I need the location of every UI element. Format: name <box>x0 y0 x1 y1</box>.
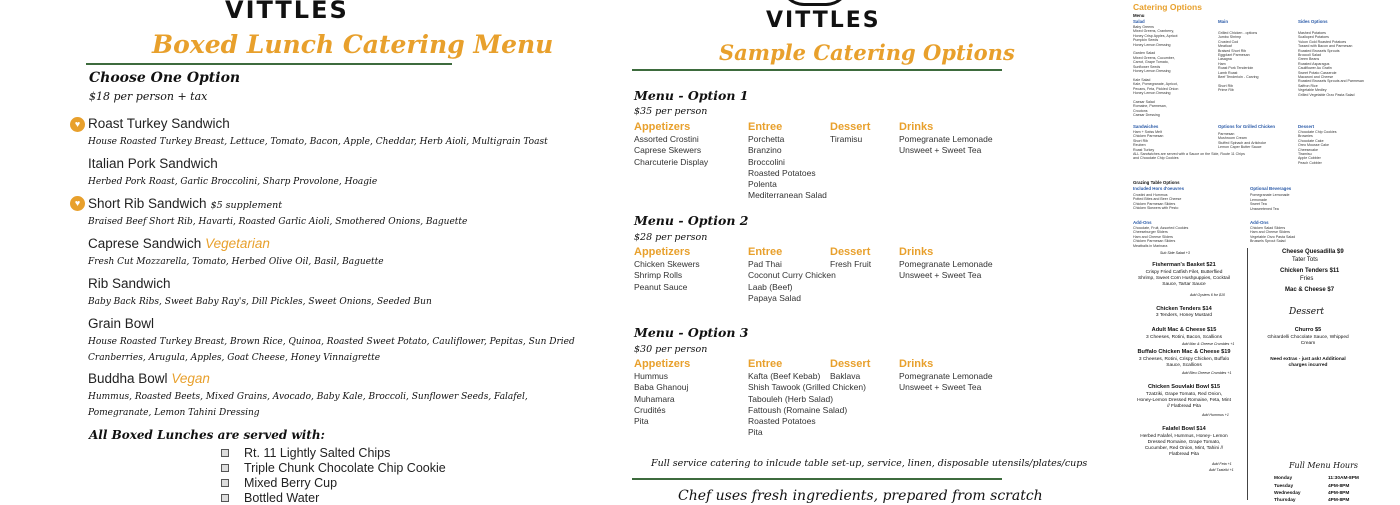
item-name: Grain Bowl <box>88 316 155 331</box>
checkbox-icon <box>221 449 229 457</box>
column-divider <box>1247 248 1248 500</box>
menu-item <box>88 156 588 190</box>
grazing-label: Grazing Table Options <box>1133 180 1180 185</box>
entree-column: Entree Kafta (Beef Kebab) Shish Tawook (Grilled Chicken) Tabouleh (Herb Salad) Fattoush (Romaine Salad) Roasted Potatoes Pita <box>748 358 866 438</box>
drinks-column: Drinks Pomegranate Lemonade Unsweet + Sweet Tea <box>899 246 993 281</box>
hours-row: Tuesday 4PM-8PM <box>1274 484 1350 489</box>
adult-mac-cheese: Adult Mac & Cheese $15 <box>1151 327 1217 333</box>
item-name: Rib Sandwich <box>88 276 171 291</box>
mac-addon: Add Mac & Cheese Crumbles +1 <box>1182 342 1235 346</box>
boxed-lunch-menu <box>0 0 600 505</box>
grazing-list: Crostini and Hummus Potted Bites and Beer Cheese Chicken Parmesan Sliders Chicken Skewers with Pesto <box>1133 193 1182 211</box>
chicken-tenders-desc: 3 Tenders, Honey Mustard <box>1155 313 1213 318</box>
adult-mac-desc: 3 Cheeses, Rotini, Bacon, Scallions <box>1146 335 1222 340</box>
entree-column: Entree Porchetta Branzino Broccolini Roasted Potatoes Polenta Mediterranean Salad <box>748 121 827 201</box>
option-price: $28 per person <box>634 232 708 243</box>
item-description: Herbed Pork Roast, Garlic Broccolini, Sharp Provolone, Hoagie <box>88 177 378 187</box>
chef-note: Chef uses fresh ingredients, prepared from scratch <box>678 488 1043 504</box>
full-menu-hours: Full Menu Hours <box>1289 461 1359 470</box>
hours-row: Thursday 4PM-8PM <box>1274 498 1350 503</box>
option-price: $30 per person <box>634 344 708 355</box>
addons2-list: Chicken Salad Sliders Ham and Cheese Sliders Vegetable Orzo Pasta Salad Brussels Sprout Salad <box>1250 226 1296 244</box>
fries: Fries <box>1300 276 1314 282</box>
catering-options-title: Catering Options <box>1133 2 1202 12</box>
dessert-list: Chocolate Chip Cookies Brownies Chocolate Cake Oreo Mousse Cake Cheesecake Tiramisu Apple Cobbler Peach Cobbler <box>1298 130 1337 165</box>
appetizers-column: Appetizers Chicken Skewers Shrimp Rolls Peanut Sauce <box>634 246 700 292</box>
item-name: Short Rib Sandwich <box>88 196 207 211</box>
vittles-logo: VITTLES <box>766 8 881 33</box>
item-description: House Roasted Turkey Breast, Lettuce, Tomato, Bacon, Apple, Cheddar, Herb Aioli, Multigrain Toast <box>88 137 548 147</box>
choose-one-heading: Choose One Option <box>89 70 241 86</box>
served-with-heading: All Boxed Lunches are served with: <box>89 428 325 442</box>
item-name: Italian Pork Sandwich <box>88 156 218 171</box>
churro: Churro $5 <box>1294 327 1322 333</box>
souvlaki-addon: Add Hummus +1 <box>1202 413 1229 417</box>
checkbox-icon <box>221 494 229 502</box>
heart-icon: ♥ <box>70 117 85 132</box>
drinks-column: Drinks Pomegranate Lemonade Unsweet + Sweet Tea <box>899 358 993 393</box>
item-description: Fresh Cut Mozzarella, Tomato, Herbed Olive Oil, Basil, Baguette <box>88 257 384 267</box>
dessert-label: Dessert <box>1298 124 1315 129</box>
salad-label: Salad <box>1133 19 1145 24</box>
dessert-column: Dessert Tiramisu <box>830 121 871 144</box>
cheese-quesadilla: Cheese Quesadilla $9 <box>1282 249 1344 255</box>
buffalo-mac-desc: 3 Cheeses, Rotini, Crispy Chicken, Buffalo Sauce, Scallions <box>1138 357 1230 368</box>
vittles-logo: VITTLES <box>225 0 349 24</box>
checkbox-icon <box>221 464 229 472</box>
catering-options-sheet <box>1124 0 1400 503</box>
beverages-label: Optional Beverages <box>1250 186 1292 191</box>
beverages-sub: Pomegranate Lemonade <box>1250 193 1290 197</box>
item-name: Roast Turkey Sandwich <box>88 116 230 131</box>
fishermans-addon: Add Oysters 6 for $10 <box>1190 293 1225 297</box>
sides-label: Sides Options <box>1298 19 1328 24</box>
option-title: Menu - Option 2 <box>634 213 749 228</box>
addons-label: Add-Ons <box>1133 220 1152 225</box>
chicken-tenders-11: Chicken Tenders $11 <box>1280 268 1340 274</box>
vegan-tag: Vegan <box>171 371 210 386</box>
item-description: Hummus, Roasted Beets, Mixed Grains, Avocado, Baby Kale, Broccoli, Sunflower Seeds, Falafel, Pomegranate, Lemon Tahini Dressing <box>88 392 528 418</box>
falafel-addon-feta: Add Feta +1 <box>1212 462 1232 466</box>
heart-icon: ♥ <box>70 196 85 211</box>
fishermans-desc: Crispy Fried Catfish Filet, Butterflied Shrimp, Sweet Corn Hushpuppies, Cocktail Sauce, Tartar Sauce <box>1138 270 1230 287</box>
falafel-addon-tzatziki: Add Tzatziki +1 <box>1209 468 1234 472</box>
sandwiches-list: Ham + Swiss Melt Chicken Parmesan Short Rib Reuben Roast Turkey ALL Sandwiches are served with a Sauce on the Side, Route 11 Chips and Chocolate Chip Cookies <box>1133 130 1245 161</box>
chicken-tenders-14: Chicken Tenders $14 <box>1156 306 1212 312</box>
dessert-column: Dessert Baklava <box>830 358 871 381</box>
hours-row: Wednesday 4PM-8PM <box>1274 491 1350 496</box>
souvlaki-bowl: Chicken Souvlaki Bowl $15 <box>1147 384 1221 390</box>
menu-item <box>88 276 588 310</box>
dessert-column: Dessert Fresh Fruit <box>830 246 872 269</box>
title-divider <box>86 63 452 65</box>
menu-label: Menu <box>1133 13 1145 18</box>
item-description: Baby Back Ribs, Sweet Baby Ray's, Dill Pickles, Sweet Onions, Seeded Bun <box>88 297 432 307</box>
churro-desc: Ghirardelli Chocolate Sauce, Whipped Cream <box>1267 335 1349 346</box>
menu-item <box>88 371 588 421</box>
appetizers-column: Appetizers Hummus Baba Ghanouj Muhamara Crudités Pita <box>634 358 691 427</box>
full-service-note: Full service catering to inlcude table set-up, service, linen, disposable utensils/plates/cups <box>651 458 1088 469</box>
buffalo-mac-cheese: Buffalo Chicken Mac & Cheese $19 <box>1137 349 1231 355</box>
served-item: Rt. 11 Lightly Salted Chips <box>221 446 390 460</box>
mac-cheese-7: Mac & Cheese $7 <box>1285 287 1335 293</box>
addons-list: Chocolate, Fruit, Assorted Cookies Cheeseburger Sliders Ham and Cheese Sliders Chicken Parmesan Sliders Meatballs in Marinara <box>1133 226 1189 248</box>
main-label: Main <box>1218 19 1229 24</box>
hours-row: Monday 11:30AM-8PM <box>1274 476 1359 481</box>
vittles-logo-mark <box>780 0 850 6</box>
vegetarian-tag: Vegetarian <box>205 236 270 251</box>
title-divider <box>632 69 1002 71</box>
grilled-list: Parmesan Mushroom Cream Stuffed Spinach and Artichoke Lemon Caper Butter Sauce <box>1218 132 1267 150</box>
beverages-list: Lemonade Sweet Tea Unsweetened Tea <box>1250 198 1279 211</box>
item-description: House Roasted Turkey Breast, Brown Rice, Quinoa, Roasted Sweet Potato, Cauliflower, Pepitas, Sun Dried Cranberries, Arugula, Apples, Goat Cheese, Honey Vinnaigrette <box>88 337 575 363</box>
entree-column: Entree Pad Thai Coconut Curry Chicken Laab (Beef) Papaya Salad <box>748 246 836 303</box>
tater-tots: Tater Tots <box>1292 257 1318 263</box>
addons2-label: Add-Ons <box>1250 220 1269 225</box>
appetizers-column: Appetizers Assorted Crostini Caprese Skewers Charcuterie Display <box>634 121 709 167</box>
menu-item <box>88 236 588 270</box>
served-item: Bottled Water <box>221 491 319 505</box>
option-title: Menu - Option 1 <box>634 88 749 103</box>
buffalo-addon: Add Bleu Cheese Crumbles +1 <box>1182 371 1232 375</box>
boxed-lunch-title: Boxed Lunch Catering Menu <box>152 30 554 59</box>
drinks-column: Drinks Pomegranate Lemonade Unsweet + Sweet Tea <box>899 121 993 156</box>
option-price: $35 per person <box>634 106 708 117</box>
item-name: Buddha Bowl <box>88 371 168 386</box>
mains-list: Grilled Chicken - options Jumbo Shrimp Crusted Cod Meatloaf Braised Short Rib Eggplant Parmesan Lasagna Ham Roast Pork Tenderloin Lamb Roast Beef Tenderloin - Carving Short Rib Prime Rib <box>1218 31 1259 93</box>
salads-list: Baby Greens Mixed Greens, Cranberry, Honey Crisp Apples, Apricot Pumpkin Seeds Honey Lemon Dressing Garden Salad Mixed Greens, Cucumber, Carrot, Grape Tomato, Sunflower Seeds Honey Lemon Dressing Kale Salad Kale, Pomegranate, Apricot, Pecans, Feta, Pickled Onion Honey Lemon Dressing Caesar Salad Romaine, Parmesan, Croutons Caesar Dressing <box>1133 25 1179 118</box>
sandwiches-label: Sandwiches <box>1133 124 1159 129</box>
sub-side-note: Sub Side Salad +3 <box>1160 251 1190 255</box>
menu-item <box>88 196 588 230</box>
item-description: Braised Beef Short Rib, Havarti, Roasted Garlic Aioli, Smothered Onions, Baguette <box>88 217 468 227</box>
item-name: Caprese Sandwich <box>88 236 202 251</box>
dessert-heading: Dessert <box>1289 307 1325 317</box>
boxed-lunch-price: $18 per person + tax <box>89 90 208 103</box>
souvlaki-desc: Tzatziki, Grape Tomato, Red Onion, Honey-Lemon Dressed Romaine, Feta, Mint // Flatbread Pita <box>1137 392 1231 409</box>
falafel-bowl: Falafel Bowl $14 <box>1162 426 1206 432</box>
footer-divider <box>632 478 1002 480</box>
sample-catering-options <box>620 0 1088 504</box>
menu-item <box>88 116 588 150</box>
checkbox-icon <box>221 479 229 487</box>
served-item: Mixed Berry Cup <box>221 476 337 490</box>
option-title: Menu - Option 3 <box>634 325 749 340</box>
grazing-sub: Included Hors d'oeuvres <box>1133 186 1185 191</box>
extras-note: Need extras - just ask! Additional charges incurred <box>1270 357 1346 368</box>
fishermans-basket: Fisherman's Basket $21 <box>1152 262 1216 268</box>
served-item: Triple Chunk Chocolate Chip Cookie <box>221 461 446 475</box>
menu-item <box>88 316 588 366</box>
falafel-desc: Herbed Falafel, Hummus, Honey- Lemon Dressed Romaine, Grape Tomato, Cucumber, Red Onion, Mint, Tahini // Flatbread Pita <box>1140 434 1228 457</box>
sample-catering-title: Sample Catering Options <box>719 40 1015 65</box>
supplement-note: $5 supplement <box>210 200 283 211</box>
grilled-label: Options for Grilled Chicken <box>1218 124 1276 129</box>
sides-list: Mashed Potatoes Scalloped Potatoes Yukon Gold Roasted Potatoes Tossed with Bacon and Parmesan Roasted Brussels Sprouts Broccoli Salad Green Beans Roasted Asparagus Cauliflower Au Gratin Sweet Potato Casserole Macaroni and Cheese Roasted Brussels Sprouts and Parmesan Saffron Rice Vegetable Medley Grilled Vegetable Orzo Pasta Salad <box>1298 31 1364 97</box>
